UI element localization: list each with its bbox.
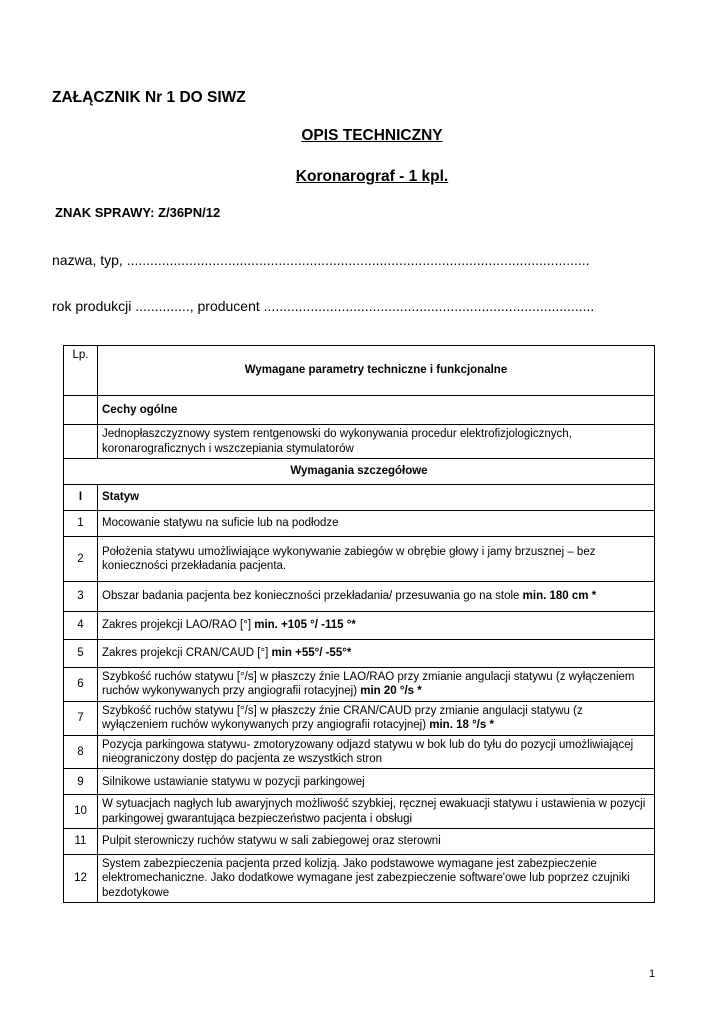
- table-row: [64, 829, 655, 855]
- row-number: 3: [64, 582, 98, 612]
- general-header-row: [64, 396, 655, 425]
- table-row: [64, 795, 655, 829]
- detail-header: Wymagania szczegółowe: [64, 459, 655, 485]
- row-description: [98, 511, 655, 537]
- year-producer-line: rok produkcji .............., producent .....................................................................................: [52, 298, 595, 314]
- annex-heading: ZAŁĄCZNIK Nr 1 DO SIWZ: [52, 89, 246, 106]
- row-description: [98, 769, 655, 795]
- table-row: [64, 855, 655, 903]
- table-row: [64, 511, 655, 537]
- row-text: Pozycja parkingowa statywu- zmotoryzowany odjazd statywu w bok lub do tyłu do pozycji umożliwiającej nieograniczony dostęp do pacjenta ze wszystkich stron: [102, 738, 634, 765]
- table-header-row: [64, 346, 655, 396]
- row-number: 10: [64, 795, 98, 829]
- row-number: 5: [64, 640, 98, 668]
- row-text: Zakres projekcji CRAN/CAUD [°]: [102, 647, 272, 660]
- row-description: [98, 735, 655, 769]
- row-number: 7: [64, 701, 98, 735]
- empty-cell: [64, 425, 98, 459]
- col-params-header: Wymagane parametry techniczne i funkcjonalne: [98, 346, 655, 396]
- section-row: [64, 485, 655, 511]
- table-row: [64, 701, 655, 735]
- table-row: [64, 735, 655, 769]
- row-description: [98, 701, 655, 735]
- row-description: [98, 640, 655, 668]
- row-requirement: min +55°/ -55°*: [271, 647, 352, 660]
- row-text: System zabezpieczenia pacjenta przed kolizją. Jako podstawowe wymagane jest zabezpieczenie elektromechaniczne. Jako dodatkowe wymagane jest zabezpieczenie software'owe lub poprzez czujniki bezdotykowe: [102, 858, 630, 899]
- row-number: 1: [64, 511, 98, 537]
- empty-cell: [64, 396, 98, 425]
- row-requirement: min. +105 °/ -115 °*: [254, 619, 356, 632]
- row-text: Położenia statywu umożliwiające wykonywanie zabiegów w obrębie głowy i jamy brzusznej – bez konieczności przekładania pacjenta.: [102, 545, 596, 572]
- case-number: ZNAK SPRAWY: Z/36PN/12: [55, 205, 221, 220]
- row-text: Obszar badania pacjenta bez konieczności przekładania/ przesuwania go na stole: [102, 590, 523, 603]
- name-type-line: nazwa, typ, .......................................................................................................................: [52, 252, 590, 268]
- table-row: [64, 537, 655, 582]
- table-row: [64, 769, 655, 795]
- section-number: I: [64, 485, 98, 511]
- row-requirement: min. 180 cm *: [522, 590, 597, 603]
- row-text: Zakres projekcji LAO/RAO [°]: [102, 619, 255, 632]
- row-requirement: min. 18 °/s *: [429, 719, 494, 732]
- row-description: [98, 668, 655, 702]
- row-number: 11: [64, 829, 98, 855]
- row-text: Silnikowe ustawianie statywu w pozycji parkingowej: [102, 775, 365, 788]
- page-number: 1: [649, 968, 656, 980]
- row-requirement: min 20 °/s *: [360, 685, 422, 698]
- row-number: 6: [64, 668, 98, 702]
- subject-title: Koronarograf - 1 kpl.: [295, 168, 449, 185]
- row-number: 2: [64, 537, 98, 582]
- row-number: 8: [64, 735, 98, 769]
- general-text-row: [64, 425, 655, 459]
- row-text: Szybkość ruchów statywu [°/s] w płaszczy źnie LAO/RAO przy zmianie angulacji statywu (z wyłączeniem ruchów wykonywanych przy angiografii rotacyjnej): [102, 671, 635, 698]
- row-number: 9: [64, 769, 98, 795]
- row-description: [98, 829, 655, 855]
- row-text: W sytuacjach nagłych lub awaryjnych możliwość szybkiej, ręcznej ewakuacji statywu i ustawienia w pozycji parkingowej gwarantująca bezpieczeństwo pacjenta i obsługi: [102, 798, 646, 825]
- row-text: Mocowanie statywu na suficie lub na podłodze: [102, 517, 339, 530]
- detail-header-row: [64, 459, 655, 485]
- table-row: [64, 582, 655, 612]
- row-description: [98, 855, 655, 903]
- table-row: [64, 640, 655, 668]
- row-description: [98, 537, 655, 582]
- general-text: Jednopłaszczyznowy system rentgenowski do wykonywania procedur elektrofizjologicznych, koronarograficznych i wszczepiania stymulatorów: [98, 425, 655, 459]
- spec-table: [63, 345, 655, 903]
- row-number: 12: [64, 855, 98, 903]
- general-header: Cechy ogólne: [98, 396, 655, 425]
- table-row: [64, 668, 655, 702]
- row-description: [98, 612, 655, 640]
- table-row: [64, 612, 655, 640]
- document-title: OPIS TECHNICZNY: [301, 127, 443, 144]
- row-text: Pulpit sterowniczy ruchów statywu w sali zabiegowej oraz sterowni: [102, 835, 441, 848]
- row-number: 4: [64, 612, 98, 640]
- col-lp-header: Lp.: [64, 346, 98, 396]
- row-description: [98, 582, 655, 612]
- section-title: Statyw: [98, 485, 655, 511]
- row-text: Szybkość ruchów statywu [°/s] w płaszczy źnie CRAN/CAUD przy zmianie angulacji statywu (z wyłączeniem ruchów wykonywanych przy angiografii rotacyjnej): [102, 704, 583, 732]
- row-description: [98, 795, 655, 829]
